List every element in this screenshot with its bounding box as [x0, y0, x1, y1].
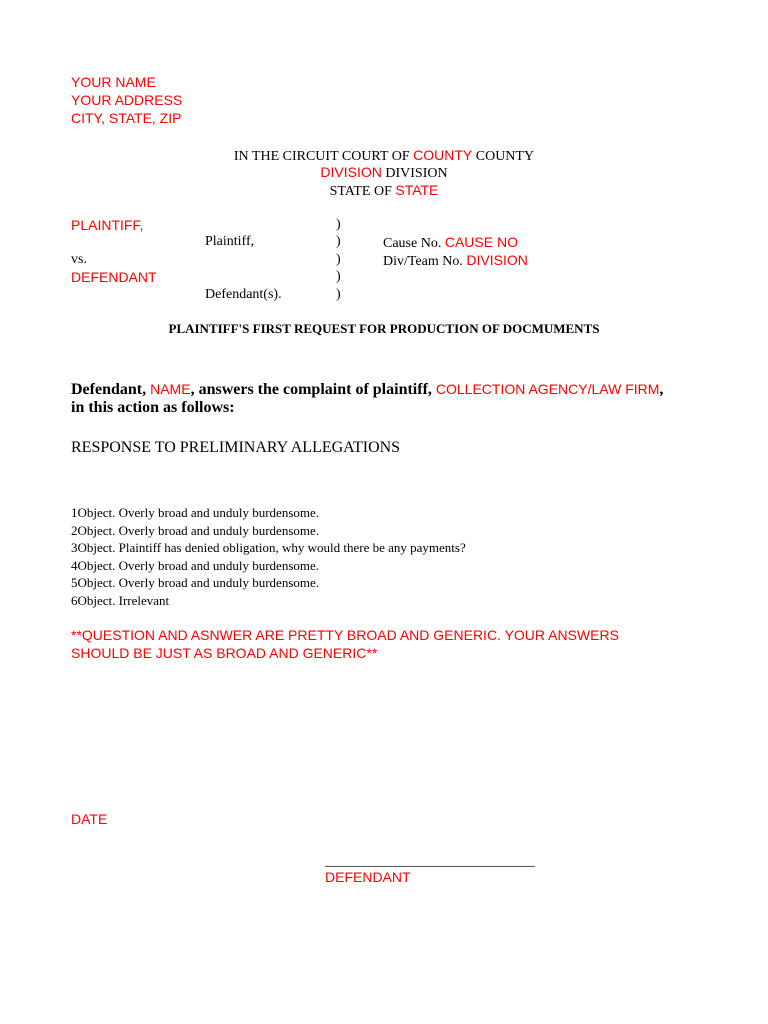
signature-label: DEFENDANT [325, 869, 411, 885]
date-field: DATE [71, 811, 108, 827]
list-item: 3Object. Plaintiff has denied obligation, why would there be any payments? [71, 540, 466, 555]
header-name: YOUR NAME [71, 74, 156, 90]
caption-plaintiff-role: Plaintiff, [205, 234, 255, 249]
intro-part-3: , [659, 381, 664, 398]
court-line-1-suffix: COUNTY [472, 149, 535, 164]
court-line-2-suffix: DIVISION [381, 166, 448, 181]
document-title: PLAINTIFF'S FIRST REQUEST FOR PRODUCTION OF DOCMUMENTS [168, 321, 600, 336]
caption-paren: ) [336, 234, 341, 249]
note-line-2: SHOULD BE JUST AS BROAD AND GENERIC** [71, 645, 378, 661]
court-state-var: STATE [395, 182, 439, 198]
intro-line-1 [71, 379, 663, 400]
list-item: 1Object. Overly broad and unduly burdensome. [71, 505, 320, 520]
cause-label: Cause No. [383, 236, 445, 251]
division-number-line [383, 251, 528, 271]
court-line-1-prefix: IN THE CIRCUIT COURT OF [233, 149, 414, 164]
caption-paren: ) [336, 252, 341, 267]
court-line-2 [0, 163, 768, 183]
response-list [71, 504, 466, 609]
section-heading: RESPONSE TO PRELIMINARY ALLEGATIONS [71, 439, 401, 456]
cause-number-var: CAUSE NO [444, 234, 518, 250]
list-item: 4Object. Overly broad and unduly burdensome. [71, 557, 320, 573]
intro-part-2: , answers the complaint of plaintiff, [190, 381, 436, 398]
caption-paren: ) [336, 217, 341, 232]
intro-name-var: NAME [150, 381, 191, 397]
caption-paren: ) [336, 269, 341, 284]
cause-number-line [383, 233, 518, 253]
header-address: YOUR ADDRESS [71, 92, 183, 108]
caption-defendant: DEFENDANT [71, 269, 157, 285]
list-item: 6Object. Irrelevant [71, 592, 170, 608]
division-label: Div/Team No. [383, 254, 467, 269]
division-number-var: DIVISION [466, 252, 528, 268]
court-division-var: DIVISION [320, 164, 382, 180]
court-county-var: COUNTY [413, 147, 473, 163]
header-city-state-zip: CITY, STATE, ZIP [71, 110, 182, 126]
note-line-1: **QUESTION AND ASNWER ARE PRETTY BROAD AND GENERIC. YOUR ANSWERS [71, 627, 619, 643]
court-line-3-prefix: STATE OF [329, 184, 396, 199]
list-item: 2Object. Overly broad and unduly burdensome. [71, 522, 320, 538]
intro-line-2: in this action as follows: [71, 399, 235, 416]
caption-vs: vs. [71, 252, 87, 267]
intro-agency-var: COLLECTION AGENCY/LAW FIRM [435, 381, 660, 397]
court-line-3 [0, 181, 768, 201]
caption-plaintiff: PLAINTIFF, [71, 217, 144, 233]
caption-defendant-role: Defendant(s). [205, 287, 282, 302]
caption-paren: ) [336, 287, 341, 302]
signature-line: ______________________________ [325, 854, 535, 869]
list-item: 5Object. Overly broad and unduly burdensome. [71, 575, 320, 590]
intro-part-1: Defendant, [71, 381, 151, 398]
